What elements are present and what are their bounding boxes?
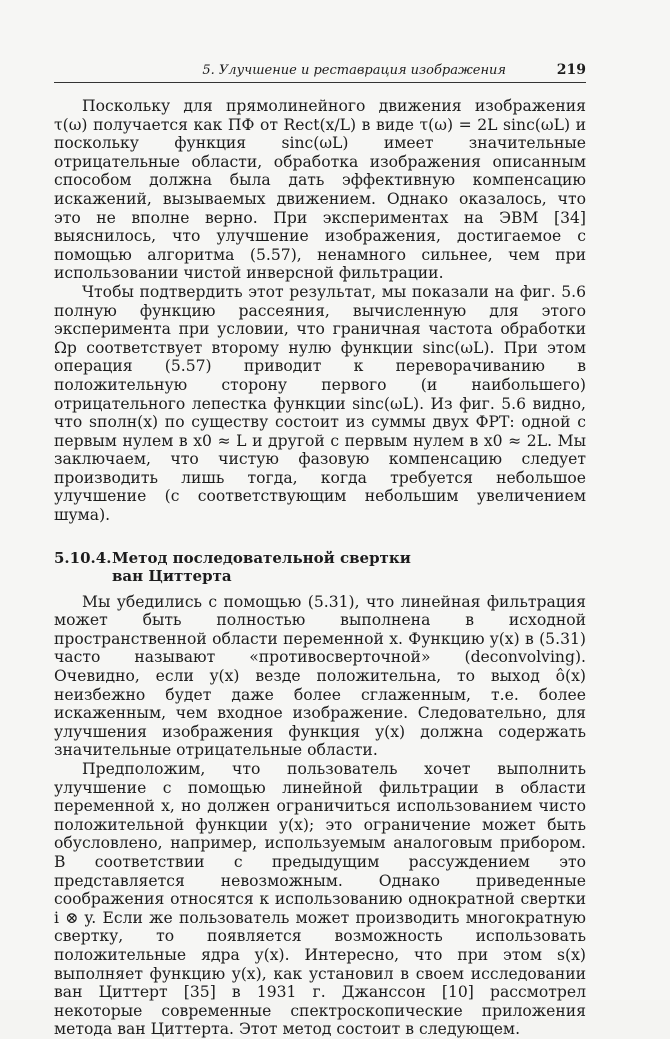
page-header bbox=[54, 62, 586, 83]
paragraph-phase-compensation: Поскольку для прямолинейного движения изображения τ(ω) получается как ПФ от Rect(x/L) в виде τ(ω) = 2L sinc(ωL) и поскольку функция sinc(ωL) имеет значительные отрицательные области, обработка изображения описанным способом должна была дать эффективную компенсацию искажений, вызываемых движением. Однако оказалось, что это не вполне верно. При экспериментах на ЭВМ [34] выяснилось, что улучшение изображения, достигаемое с помощью алгоритма (5.57), ненамного сильнее, чем при использовании чистой инверсной фильтрации. bbox=[54, 97, 586, 283]
paragraph-spread-function: Чтобы подтвердить этот результат, мы показали на фиг. 5.6 полную функцию рассеяния, вычисленную для этого эксперимента при условии, что граничная частота обработки Ωp соответствует второму нулю функции sinc(ωL). При этом операция (5.57) приводит к переворачиванию в положительную сторону первого (и наибольшего) отрицательного лепестка функции sinc(ωL). Из фиг. 5.6 видно, что sполн(x) по существу состоит из суммы двух ФРТ: одной с первым нулем в x0 ≈ L и другой с первым нулем в x0 ≈ 2L. Мы заключаем, что чистую фазовую компенсацию следует производить лишь тогда, когда требуется небольшое улучшение (с соответствующим небольшим увеличением шума). bbox=[54, 282, 586, 525]
running-title: 5. Улучшение и реставрация изображения bbox=[202, 63, 506, 78]
page-number: 219 bbox=[556, 62, 586, 78]
paragraph-linear-filtering: Мы убедились с помощью (5.31), что линейная фильтрация может быть полностью выполнена в исходной пространственной области переменной x. Функцию y(x) в (5.31) часто называют «противосверточной» (deconvolving). Очевидно, если y(x) везде положительна, то выход ô(x) неизбежно будет даже более сглаженным, т.е. более искаженным, чем входное изображение. Следовательно, для улучшения изображения функция y(x) должна содержать значительные отрицательные области. bbox=[54, 592, 586, 760]
section-number: 5.10.4. bbox=[54, 548, 112, 567]
paragraph-van-cittert: Предположим, что пользователь хочет выполнить улучшение с помощью линейной фильтрации в области переменной x, но должен ограничиться использованием чисто положительной функции y(x); это ограничение может быть обусловлено, например, используемым аналоговым прибором. В соответствии с предыдущим рассуждением это представляется невозможным. Однако приведенные соображения относятся к использованию однократной свертки i ⊗ y. Если же пользователь может производить многократную свертку, то появляется возможность использовать положительные ядра y(x). Интересно, что при этом s(x) выполняет функцию y(x), как установил в своем исследовании ван Циттерт [35] в 1931 г. Джанссон [10] рассмотрел некоторые современные спектроскопические приложения метода ван Циттерта. Этот метод состоит в следующем. bbox=[54, 760, 586, 1039]
section-heading bbox=[54, 531, 586, 585]
page-body bbox=[54, 97, 586, 1039]
section-title: Метод последовательной свертки ван Циттерта bbox=[112, 548, 411, 585]
